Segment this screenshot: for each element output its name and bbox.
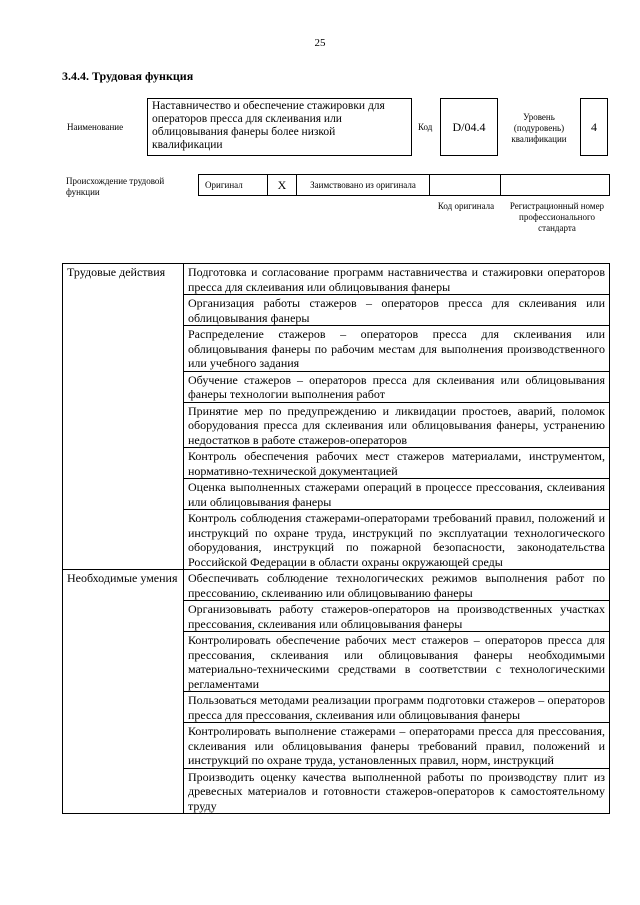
item-cell: Оценка выполненных стажерами операций в процессе прессования, склеивания или облицовывания фанеры: [184, 479, 610, 510]
table-row: [63, 570, 610, 601]
item-cell: Контролировать выполнение стажерами – операторами пресса для прессования, склеивания или облицовывания фанеры требований правил, положений и инструкций по охране труда, установленных правил, норм, инструкций: [184, 723, 610, 769]
item-cell: Обучение стажеров – операторов пресса для склеивания или облицовывания фанеры технологии выполнения работ: [184, 371, 610, 402]
item-cell: Контроль соблюдения стажерами-операторами требований правил, положений и инструкций по охране труда, инструкций по эксплуатации технологического оборудования, инструкций по пожарной безопасности, законодательства Российской Федерации в области охраны окружающей среды: [184, 510, 610, 570]
page-number: 25: [314, 37, 326, 49]
origin-label: Происхождение трудовой функции: [66, 176, 165, 197]
functions-table: [62, 263, 610, 814]
item-cell: Пользоваться методами реализации программ подготовки стажеров – операторов пресса для прессования, склеивания или облицовывания фанеры: [184, 692, 610, 723]
item-cell: Подготовка и согласование программ наставничества и стажировки операторов пресса для склеивания или облицовывания фанеры: [184, 264, 610, 295]
section-title: 3.4.4. Трудовая функция: [62, 69, 194, 83]
function-name-field: Наставничество и обеспечение стажировки для операторов пресса для склеивания или облицовывания фанеры более низкой квалификации: [147, 98, 412, 156]
code-original-label: Код оригинала: [437, 201, 495, 211]
code-label: Код: [418, 122, 433, 132]
table-row: [63, 264, 610, 295]
item-cell: Организация работы стажеров – операторов пресса для склеивания или облицовывания фанеры: [184, 295, 610, 326]
item-cell: Организовывать работу стажеров-операторов на производственных участках прессования, склеивания или облицовывания фанеры: [184, 601, 610, 632]
code-original-cell: [429, 174, 501, 196]
reg-number-cell: [500, 174, 610, 196]
level-field: 4: [580, 98, 608, 156]
function-code-field: D/04.4: [440, 98, 498, 156]
item-cell: Принятие мер по предупреждению и ликвидации простоев, аварий, поломок оборудования пресса для склеивания или облицовывания фанеры, устранению недостатков в работе стажеров-операторов: [184, 402, 610, 448]
category-cell: Трудовые действия: [63, 264, 184, 570]
item-cell: Производить оценку качества выполненной работы по производству плит из древесных материалов и готовности стажеров-операторов к самостоятельному труду: [184, 768, 610, 814]
item-cell: Распределение стажеров – операторов пресса для склеивания или облицовывания фанеры по рабочим местам для выполнения производственного или учебного задания: [184, 326, 610, 372]
item-cell: Контроль обеспечения рабочих мест стажеров материалами, инструментом, нормативно-технической документацией: [184, 448, 610, 479]
original-cell: Оригинал: [198, 174, 268, 196]
level-label: Уровень (подуровень) квалификации: [511, 112, 567, 144]
origin-row: [199, 174, 611, 196]
name-label: Наименование: [67, 122, 124, 132]
item-cell: Обеспечивать соблюдение технологических режимов выполнения работ по прессованию, склеиванию или облицовыванию фанеры: [184, 570, 610, 601]
item-cell: Контролировать обеспечение рабочих мест стажеров – операторов пресса для прессования, склеивания или облицовывания фанеры необходимыми материально-техническими средствами в соответствии с технологическими регламентами: [184, 632, 610, 692]
reg-number-label: Регистрационный номер профессионального стандарта: [509, 201, 605, 233]
original-mark: X: [267, 174, 297, 196]
category-cell: Необходимые умения: [63, 570, 184, 814]
borrowed-cell: Заимствовано из оригинала: [296, 174, 430, 196]
